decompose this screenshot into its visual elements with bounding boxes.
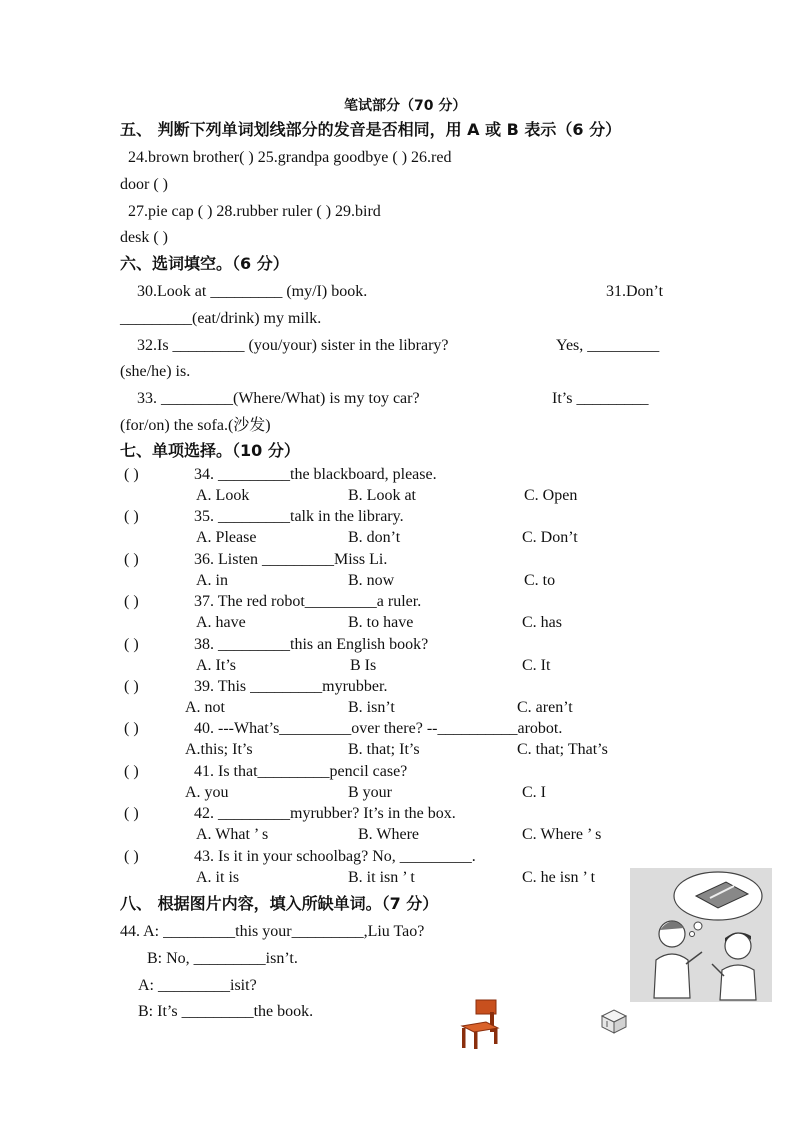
- option-c: C. It: [522, 656, 551, 674]
- q33: 33. _________(Where/What) is my toy car?: [137, 390, 420, 407]
- option-c: C. has: [522, 614, 562, 632]
- option-b: B your: [348, 783, 392, 801]
- option-c: C. Open: [524, 487, 578, 504]
- option-c: C. I: [522, 783, 546, 801]
- option-b: B Is: [350, 656, 377, 674]
- q44-line-1: 44. A: _________this your_________,Liu Tao?: [120, 923, 425, 940]
- option-b: B. Where: [358, 826, 420, 844]
- option-a: A. it is: [196, 868, 240, 886]
- answer-blank: ( ): [124, 508, 139, 526]
- option-a: A. have: [196, 614, 246, 632]
- option-a: A. Look: [196, 487, 250, 504]
- option-b: B. to have: [348, 614, 414, 632]
- s5-line-4: desk ( ): [120, 229, 168, 246]
- q44-line-4: B: It’s _________the book.: [138, 1003, 314, 1020]
- option-c: C. Where ’ s: [522, 826, 602, 844]
- answer-blank: ( ): [124, 805, 139, 823]
- q32-answer: Yes, _________: [556, 337, 660, 354]
- q44-line-2: B: No, _________isn’t.: [147, 950, 298, 967]
- question-text: 37. The red robot_________a ruler.: [194, 593, 422, 611]
- option-a: A. you: [185, 783, 229, 801]
- chair-illustration: [456, 998, 502, 1050]
- question-text: 34. _________the blackboard, please.: [194, 466, 437, 483]
- section-6-heading: 六、选词填空。（6 分）: [120, 254, 289, 273]
- s5-line-3: 27.pie cap ( ) 28.rubber ruler ( ) 29.bird: [128, 203, 381, 220]
- option-c: C. Don’t: [522, 529, 578, 547]
- option-c: C. he isn ’ t: [522, 868, 596, 886]
- option-c: C. that; That’s: [517, 741, 608, 759]
- option-a: A. in: [196, 571, 228, 589]
- section-8-heading: 八、 根据图片内容，填入所缺单词。（7 分）: [120, 894, 439, 913]
- box-illustration: [600, 1008, 628, 1034]
- option-b: B. it isn ’ t: [348, 868, 415, 886]
- option-a: A. Please: [196, 529, 257, 547]
- q33-end: (for/on) the sofa.(沙发): [120, 417, 271, 434]
- answer-blank: ( ): [124, 762, 139, 780]
- question-text: 36. Listen _________Miss Li.: [194, 550, 388, 568]
- option-b: B. Look at: [348, 487, 416, 504]
- s5-line-1: 24.brown brother( ) 25.grandpa goodbye ( ) 26.red: [128, 149, 452, 166]
- question-text: 41. Is that_________pencil case?: [194, 762, 408, 780]
- answer-blank: ( ): [124, 678, 139, 695]
- q30: 30.Look at _________ (my/I) book.: [137, 283, 368, 300]
- q33-answer: It’s _________: [552, 390, 649, 407]
- option-a: A. It’s: [196, 656, 236, 674]
- question-text: 35. _________talk in the library.: [194, 508, 404, 526]
- answer-blank: ( ): [124, 593, 139, 611]
- q31-end: _________(eat/drink) my milk.: [120, 310, 322, 327]
- answer-blank: ( ): [124, 720, 139, 738]
- answer-blank: ( ): [124, 466, 139, 483]
- s5-line-2: door ( ): [120, 176, 168, 193]
- option-b: B. don’t: [348, 529, 401, 547]
- q44-line-3: A: _________isit?: [138, 977, 257, 994]
- option-b: B. that; It’s: [348, 741, 420, 759]
- option-b: B. now: [348, 571, 395, 589]
- option-a: A. not: [185, 699, 225, 716]
- option-a: A. What ’ s: [196, 826, 269, 844]
- question-text: 39. This _________myrubber.: [194, 678, 388, 695]
- page-title: 笔试部分（70 分）: [344, 98, 467, 114]
- question-text: 38. _________this an English book?: [194, 635, 429, 653]
- answer-blank: ( ): [124, 847, 139, 865]
- section-7-heading: 七、单项选择。（10 分）: [120, 441, 300, 460]
- q31-start: 31.Don’t: [606, 283, 664, 300]
- question-text: 40. ---What’s_________over there? --__________arobot.: [194, 720, 563, 738]
- option-b: B. isn’t: [348, 699, 395, 716]
- answer-blank: ( ): [124, 635, 139, 653]
- section-5-heading: 五、 判断下列单词划线部分的发音是否相同，用 A 或 B 表示（6 分）: [120, 120, 622, 139]
- question-text: 42. _________myrubber? It’s in the box.: [194, 805, 456, 823]
- q32: 32.Is _________ (you/your) sister in the library?: [137, 337, 449, 354]
- answer-blank: ( ): [124, 550, 139, 568]
- option-c: C. aren’t: [517, 699, 573, 716]
- question-text: 43. Is it in your schoolbag? No, _________.: [194, 847, 476, 865]
- dialogue-illustration: [630, 868, 772, 1002]
- option-c: C. to: [524, 571, 556, 589]
- option-a: A.this; It’s: [185, 741, 253, 759]
- q32-end: (she/he) is.: [120, 363, 191, 380]
